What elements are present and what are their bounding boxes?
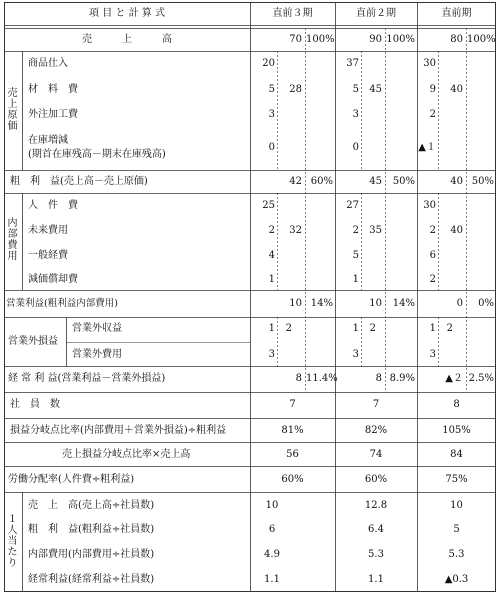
- internal-p1-total: 40: [450, 225, 463, 236]
- breakeven-sales-p1: 84: [450, 449, 463, 460]
- per-person-p3: 6: [268, 524, 276, 535]
- per-person-p2: 6.4: [368, 524, 384, 535]
- header-item: 項 目 と 計 算 式: [89, 8, 165, 19]
- gross-p3-value: 42: [289, 176, 302, 187]
- internal-p1-value: 2: [429, 274, 436, 285]
- breakeven-ratio-p1: 105%: [442, 425, 471, 436]
- operating-p3-pct: 14%: [310, 298, 333, 309]
- operating-label: 営業利益(粗利益内部費用): [6, 298, 118, 309]
- ordinary-p2-value: 8: [375, 373, 382, 384]
- gross-p1-value: 40: [450, 176, 463, 187]
- cost-p3-value: 3: [268, 109, 275, 120]
- operating-p1-pct: 0%: [478, 298, 494, 309]
- internal-p1-value: 2: [429, 225, 436, 236]
- internal-p1-value: 30: [423, 200, 436, 211]
- breakeven-sales-p2: 74: [369, 449, 383, 460]
- per-person-p2: 12.8: [364, 500, 388, 511]
- nonop-item-label: 営業外費用: [72, 349, 122, 360]
- internal-p3-value: 1: [268, 274, 275, 285]
- header-period-3: 直前３期: [272, 8, 313, 19]
- per-person-p1: 5.3: [448, 549, 465, 560]
- nonop-p2-value: 1: [352, 323, 359, 334]
- cost-p2-value: 37: [346, 58, 359, 69]
- internal-item-label: 人 件 費: [28, 200, 78, 211]
- sales-p1-value: 80: [450, 34, 463, 45]
- operating-p2-value: 10: [369, 298, 382, 309]
- labor-share-p1: 75%: [445, 474, 468, 485]
- cost-group-label: 売上原価: [7, 88, 18, 132]
- per-person-p3: 10: [265, 500, 279, 511]
- employees-label: 社 員 数: [10, 399, 60, 410]
- cost-p1-value: 2: [429, 109, 436, 120]
- internal-p2-value: 5: [352, 250, 359, 261]
- cost-p2-value: 0: [352, 142, 359, 153]
- cost-item-label: 材 料 費: [28, 84, 78, 95]
- cost-item-label-sub: (期首在庫残高－期末在庫残高): [28, 149, 166, 160]
- nonop-p3-value: 3: [268, 349, 275, 360]
- per-person-p1: ▲0.3: [444, 574, 469, 585]
- nonop-p1-total: 2: [446, 323, 453, 334]
- internal-p2-total: 35: [369, 225, 382, 236]
- nonop-p3-value: 1: [268, 323, 275, 334]
- nonop-p1-value: 3: [429, 349, 436, 360]
- ordinary-p1-pct: 2.5%: [468, 373, 494, 384]
- cost-p3-value: 0: [268, 142, 275, 153]
- internal-p2-value: 2: [352, 225, 359, 236]
- per-person-p2: 5.3: [368, 549, 384, 560]
- employees-p3: 7: [289, 399, 296, 410]
- per-person-p1: 5: [453, 524, 460, 535]
- per-person-item-label: 粗 利 益(粗利益÷社員数): [28, 524, 155, 535]
- nonop-group-label: 営業外損益: [8, 336, 58, 347]
- sales-p3-value: 70: [289, 34, 302, 45]
- ordinary-p2-pct: 8.9%: [389, 373, 415, 384]
- cost-p3-value: 5: [268, 84, 275, 95]
- gross-p1-pct: 50%: [471, 176, 494, 187]
- cost-p1-total: 40: [450, 84, 463, 95]
- breakeven-ratio-label: 損益分岐点比率(内部費用＋営業外損益)÷粗利益: [10, 425, 227, 436]
- cost-item-label: 在庫増減: [28, 135, 68, 146]
- internal-p3-total: 32: [289, 225, 302, 236]
- ordinary-p3-value: 8: [295, 373, 302, 384]
- internal-item-label: 一般経費: [28, 250, 68, 261]
- nonop-p3-total: 2: [285, 323, 292, 334]
- internal-p2-value: 27: [346, 200, 359, 211]
- gross-p3-pct: 60%: [310, 176, 333, 187]
- ordinary-p1-value: ▲２: [445, 373, 463, 384]
- per-person-p3: 4.9: [264, 549, 280, 560]
- cost-p2-total: 45: [369, 84, 382, 95]
- sales-p2-pct: 100%: [386, 34, 415, 45]
- ordinary-label: 経 常 利 益(営業利益－営業外損益): [8, 373, 166, 384]
- sales-p3-pct: 100%: [306, 34, 335, 45]
- breakeven-ratio-p2: 82%: [364, 425, 388, 436]
- internal-p3-value: 2: [268, 225, 275, 236]
- per-person-item-label: 経常利益(経常利益÷社員数): [28, 574, 155, 585]
- breakeven-ratio-p3: 81%: [281, 425, 304, 436]
- labor-share-p3: 60%: [281, 474, 304, 485]
- internal-p1-value: 6: [429, 250, 436, 261]
- per-person-p2: 1.1: [368, 574, 384, 585]
- cost-p3-total: 28: [289, 84, 302, 95]
- gross-label: 粗 利 益(売上高－売上原価): [10, 176, 148, 187]
- nonop-p2-total: 2: [369, 323, 376, 334]
- header-period-2: 直前２期: [356, 8, 396, 19]
- cost-p1-value: ▲１: [418, 142, 436, 153]
- cost-item-label: 外注加工費: [28, 109, 78, 120]
- labor-share-p2: 60%: [364, 474, 388, 485]
- internal-item-label: 減価償却費: [28, 274, 78, 285]
- per-person-group-label: １人当たり: [7, 514, 18, 569]
- cost-p3-value: 20: [262, 58, 275, 69]
- cost-item-label: 商品仕入: [28, 58, 68, 69]
- labor-share-label: 労働分配率(人件費÷粗利益): [8, 474, 135, 485]
- sales-p2-value: 90: [369, 34, 382, 45]
- internal-group-label: 内部費用: [7, 218, 18, 262]
- breakeven-sales-p3: 56: [286, 449, 299, 460]
- operating-p2-pct: 14%: [392, 298, 415, 309]
- nonop-p1-value: 1: [429, 323, 436, 334]
- cost-p2-value: 3: [352, 109, 359, 120]
- nonop-p2-value: 3: [352, 349, 359, 360]
- employees-p1: 8: [453, 399, 460, 410]
- internal-item-label: 未来費用: [28, 225, 68, 236]
- ordinary-p3-pct: 11.4%: [306, 373, 338, 384]
- per-person-p3: 1.1: [264, 574, 280, 585]
- header-period-1: 直前期: [441, 8, 472, 19]
- gross-p2-value: 45: [369, 176, 382, 187]
- per-person-item-label: 売 上 高(売上高÷社員数): [28, 500, 155, 511]
- cost-p1-value: 30: [423, 58, 436, 69]
- cost-p1-value: 9: [429, 84, 436, 95]
- gross-p2-pct: 50%: [392, 176, 415, 187]
- sales-label: 売 上 高: [82, 34, 172, 45]
- nonop-item-label: 営業外収益: [72, 323, 122, 334]
- internal-p3-value: 25: [262, 200, 275, 211]
- per-person-item-label: 内部費用(内部費用÷社員数): [28, 549, 155, 560]
- breakeven-sales-label: 売上損益分岐点比率×売上高: [62, 449, 191, 460]
- employees-p2: 7: [372, 399, 380, 410]
- operating-p3-value: 10: [289, 298, 302, 309]
- sales-p1-pct: 100%: [467, 34, 496, 45]
- cost-p2-value: 5: [352, 84, 359, 95]
- internal-p3-value: 4: [268, 250, 275, 261]
- internal-p2-value: 1: [352, 274, 359, 285]
- operating-p1-value: 0: [456, 298, 463, 309]
- per-person-p1: 10: [450, 500, 463, 511]
